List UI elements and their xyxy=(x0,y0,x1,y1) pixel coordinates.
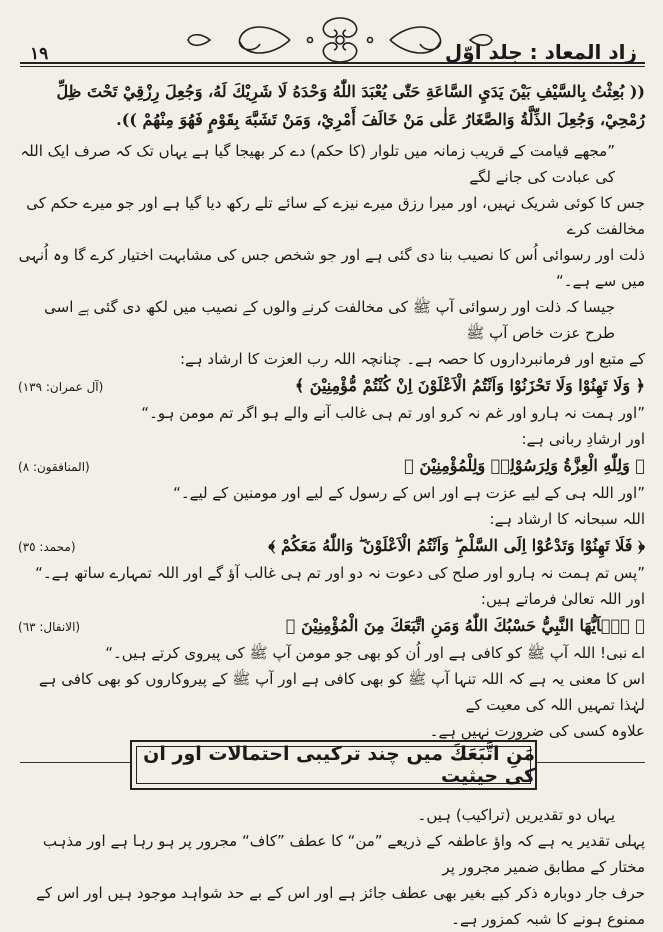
intro-line: اور ارشادِ ربانی ہے: xyxy=(521,430,645,448)
translation-line: جس کا کوئی شریک نہیں، اور میرا رزق میرے نیزے کے سائے تلے رکھ دیا گیا ہے اور جو میرے حکم کی مخالفت کرے xyxy=(26,194,645,238)
paragraph-line: یہاں دو تقدیریں (تراکیب) ہیں۔ xyxy=(417,806,615,824)
paragraph-line: اس کا معنی یہ ہے کہ اللہ تنہا آپ ﷺ کو بھی کافی ہے اور آپ ﷺ کے پیروکاروں کو بھی کافی ہے لہٰذا تمہیں اللہ کی معیت کے xyxy=(38,670,645,714)
section-title: مَنِ اتَّبَعَكَ میں چند ترکیبی احتمالات اور ان کی حیثیت xyxy=(143,743,535,787)
intro-line: اللہ سبحانہ کا ارشاد ہے: xyxy=(489,510,645,528)
hadith-line: رُمْحِيْ، وَجُعِلَ الذِّلَّةُ وَالصَّغَارُ عَلٰى مَنْ خَالَفَ أَمْرِيْ، وَمَنْ تَشَبَّهَ بِقَوْمٍ فَهُوَ مِنْهُمْ )). xyxy=(116,110,645,129)
paragraph-line: حرف جار دوبارہ ذکر کیے بغیر بھی عطف جائز ہے اور اس کے بے حد شواہد موجود ہیں اور اس کے ممنوع ہونے کا شبہ کمزور ہے۔ xyxy=(36,884,645,928)
quran-verse xyxy=(18,612,645,640)
verse-text: ﴿ يٰۤاَيُّهَا النَّبِيُّ حَسْبُكَ اللّٰهُ وَمَنِ اتَّبَعَكَ مِنَ الْمُؤْمِنِيْنَ ﴾ xyxy=(285,616,645,635)
main-text xyxy=(18,78,645,744)
page-number: ١٩ xyxy=(30,44,49,64)
quran-verse xyxy=(18,372,645,400)
verse-reference: (آل عمران: ١٣٩) xyxy=(18,380,104,394)
section-heading-box xyxy=(130,740,537,790)
hadith-line: (( بُعِثْتُ بِالسَّيْفِ بَيْنَ يَدَيِ السَّاعَةِ حَتّٰى يُعْبَدَ اللّٰهُ وَحْدَهُ لَا شَرِيْكَ لَهُ، وَجُعِلَ رِزْقِيْ تَحْتَ ظِلِّ xyxy=(56,82,645,101)
translation-line: ”اور ہمت نہ ہارو اور غم نہ کرو اور تم ہی غالب آنے والے ہو اگر تم مومن ہو۔“ xyxy=(141,404,645,422)
intro-line: اور اللہ تعالیٰ فرماتے ہیں: xyxy=(480,590,645,608)
page-header xyxy=(0,6,663,66)
verse-text: ﴿ وَلَا تَهِنُوْا وَلَا تَحْزَنُوْا وَاَنْتُمُ الْاَعْلَوْنَ اِنْ كُنْتُمْ مُّؤْمِنِيْنَ ﴾ xyxy=(294,376,645,395)
translation-line: ”اور اللہ ہی کے لیے عزت ہے اور اس کے رسول کے لیے اور مومنین کے لیے۔“ xyxy=(173,484,645,502)
quran-verse xyxy=(18,452,645,480)
translation-line: ذلت اور رسوائی اُس کا نصیب بنا دی گئی ہے اور جو شخص جس کی مشابہت اختیار کرے گا وہ اُنہی میں سے ہے۔“ xyxy=(18,246,645,290)
bottom-text xyxy=(18,802,645,932)
running-title: زاد المعاد : جلد اوّل xyxy=(444,40,637,64)
header-divider-thin xyxy=(20,66,645,67)
verse-reference: (محمد: ٣٥) xyxy=(18,540,76,554)
section-rule-left xyxy=(20,762,130,763)
section-rule-right xyxy=(533,762,645,763)
translation-line: اے نبی! اللہ آپ ﷺ کو کافی ہے اور اُن کو بھی جو مومن آپ ﷺ کی پیروی کرتے ہیں۔“ xyxy=(105,644,645,662)
quran-verse xyxy=(18,532,645,560)
verse-text: ﴿ وَلِلّٰهِ الْعِزَّةُ وَلِرَسُوْلِهٖ وَلِلْمُؤْمِنِيْنَ ﴾ xyxy=(404,456,645,475)
translation-line: ”پس تم ہمت نہ ہارو اور صلح کی دعوت نہ دو اور تم ہی غالب آؤ گے اور اللہ تمہارے ساتھ ہے۔“ xyxy=(35,564,645,582)
translation-line: ”مجھے قیامت کے قریب زمانہ میں تلوار (کا حکم) دے کر بھیجا گیا ہے یہاں تک کہ صرف ایک اللہ کی عبادت کی جانے لگے xyxy=(20,142,615,186)
verse-text: ﴿ فَلَا تَهِنُوْا وَتَدْعُوْا اِلَى السَّلْمِ ۖ وَاَنْتُمُ الْاَعْلَوْنَ ۖ وَاللّٰهُ مَعَكُمْ ﴾ xyxy=(268,536,645,555)
paragraph-line: علاوہ کسی کی ضرورت نہیں ہے۔ xyxy=(429,722,645,740)
verse-reference: (المنافقون: ٨) xyxy=(18,460,90,474)
paragraph-line: پہلی تقدیر یہ ہے کہ واؤ عاطفہ کے ذریعے ”من“ کا عطف ”کاف“ مجرور پر ہو رہا ہے اور مذہب مختار کے مطابق ضمیر مجرور پر xyxy=(42,832,645,876)
verse-reference: (الانفال: ٦٣) xyxy=(18,620,81,634)
paragraph-line: کے متبع اور فرمانبرداروں کا حصہ ہے۔ چنانچہ اللہ رب العزت کا ارشاد ہے: xyxy=(180,350,645,368)
paragraph-line: جیسا کہ ذلت اور رسوائی آپ ﷺ کی مخالفت کرنے والوں کے نصیب میں لکھ دی گئی ہے اسی طرح عزت خاص آپ ﷺ xyxy=(44,298,615,342)
